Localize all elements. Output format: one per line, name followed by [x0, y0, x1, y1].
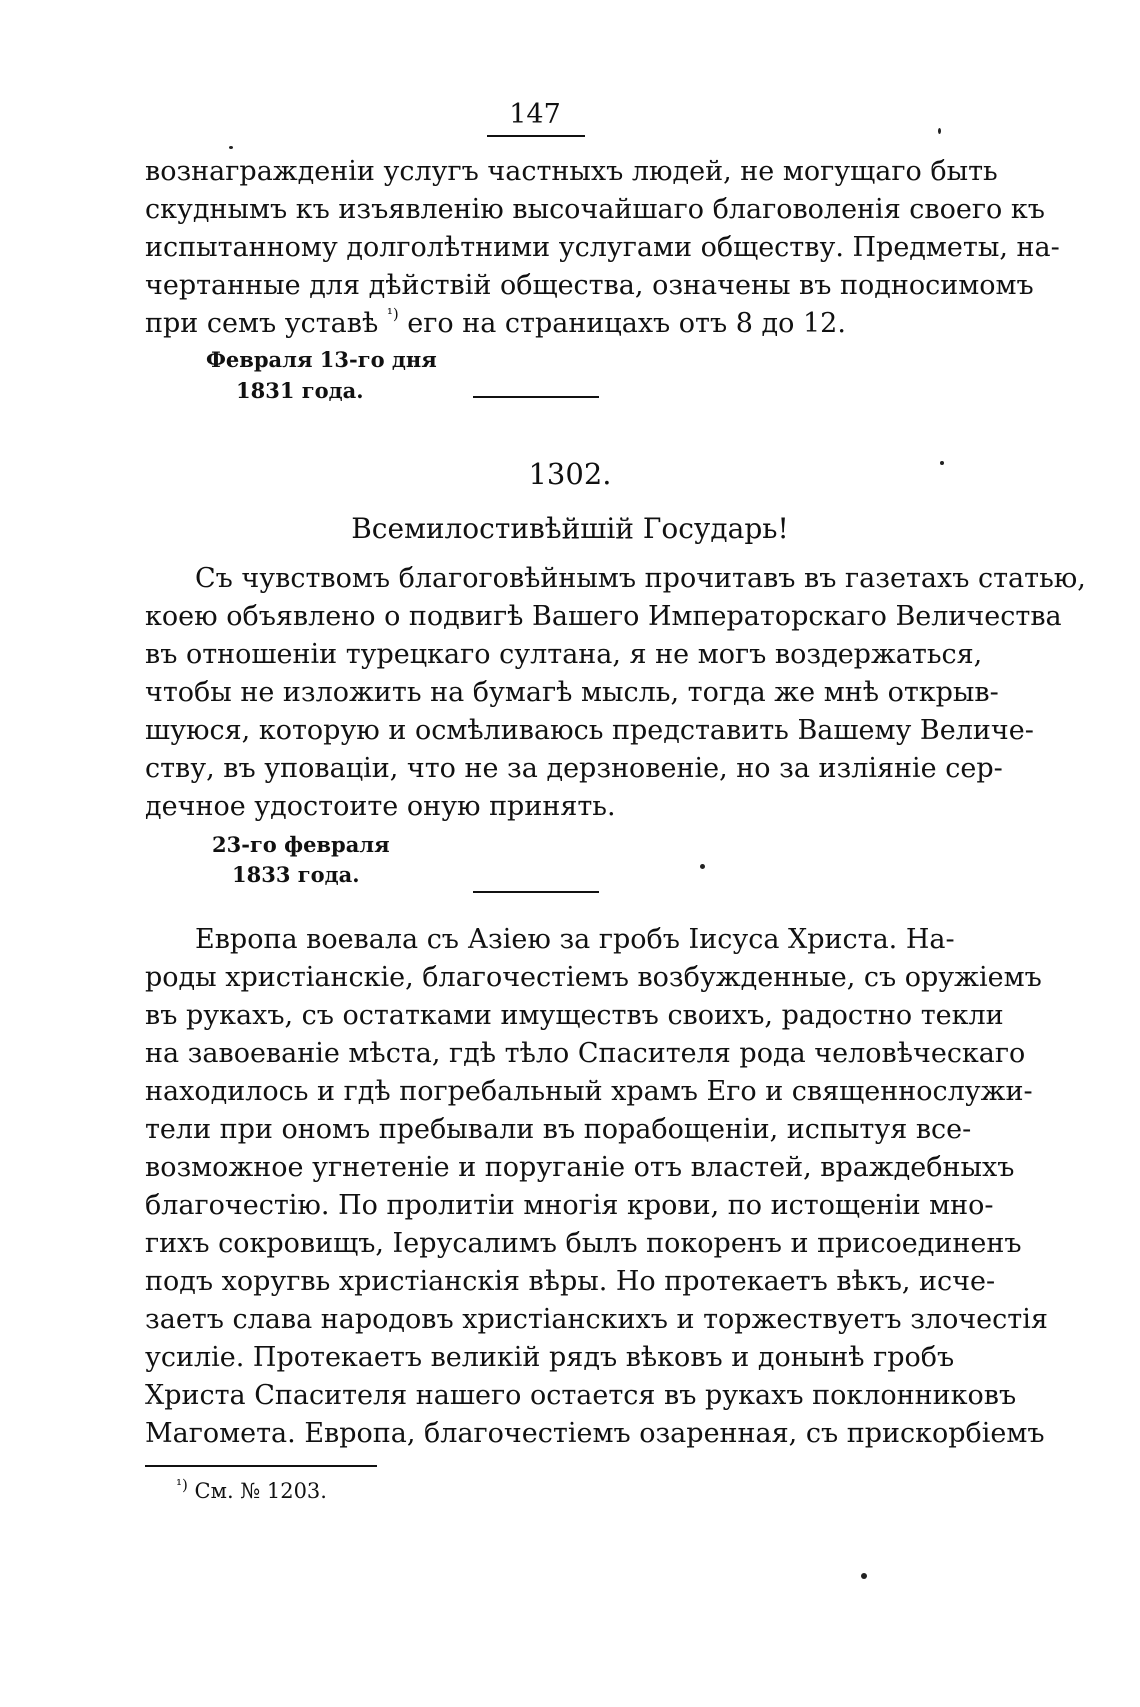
paragraph3-line: Европа воевала съ Азіею за гробъ Іисуса Христа. На- — [195, 924, 955, 955]
paragraph3-line: благочестію. По пролитіи многія крови, по истощеніи мно- — [145, 1190, 994, 1221]
paragraph1-line: скуднымъ къ изъявленію высочайшаго благоволенія своего къ — [145, 194, 1045, 225]
paragraph2-line: чтобы не изложить на бумагѣ мысль, тогда же мнѣ открыв- — [145, 677, 999, 708]
paragraph3-line: Магомета. Европа, благочестіемъ озаренная, съ прискорбіемъ — [145, 1418, 1045, 1449]
footnote — [176, 1476, 327, 1506]
paragraph2-line: въ отношеніи турецкаго султана, я не могъ воздержаться, — [145, 639, 983, 670]
date1-line2: 1831 года. — [236, 378, 364, 403]
paragraph2-line: ству, въ уповаціи, что не за дерзновеніе, но за изліяніе сер- — [145, 753, 1003, 784]
paragraph2-line: шуюся, которую и осмѣливаюсь представить Вашему Величе- — [145, 715, 1034, 746]
paragraph3-line: возможное угнетеніе и поруганіе отъ властей, враждебныхъ — [145, 1152, 1015, 1183]
paragraph3-line: тели при ономъ пребывали въ порабощеніи, испытуя все- — [145, 1114, 972, 1145]
footnote-rule — [145, 1465, 377, 1467]
date2-line2: 1833 года. — [232, 862, 360, 887]
text-span: при семъ уставѣ — [145, 308, 387, 339]
paragraph1-line: испытанному долголѣтними услугами обществу. Предметы, на- — [145, 232, 1060, 263]
paragraph1-line: чертанные для дѣйствій общества, означены въ подносимомъ — [145, 270, 1034, 301]
footnote-text: См. № 1203. — [187, 1479, 327, 1503]
paragraph1-last-line — [145, 305, 846, 343]
section-divider — [473, 396, 599, 398]
scan-speck — [938, 128, 941, 134]
scan-speck — [229, 146, 233, 149]
paragraph3-line: гихъ сокровищъ, Іерусалимъ былъ покоренъ и присоединенъ — [145, 1228, 1022, 1259]
footnote-marker: ¹) — [386, 305, 399, 323]
paragraph3-line: роды христіанскіе, благочестіемъ возбужденные, съ оружіемъ — [145, 962, 1042, 993]
paragraph2-last-line: дечное удостоите оную принять. — [145, 791, 616, 822]
paragraph2-line: коею объявлено о подвигѣ Вашего Императорскаго Величества — [145, 601, 1062, 632]
scan-speck — [861, 1573, 867, 1579]
footnote-mark: ¹) — [176, 1476, 188, 1494]
paragraph3-line: усиліе. Протекаетъ великій рядъ вѣковъ и донынѣ гробъ — [145, 1342, 955, 1373]
page-number: 147 — [509, 99, 561, 130]
section-divider — [473, 891, 599, 893]
paragraph2-line: Съ чувствомъ благоговѣйнымъ прочитавъ въ газетахъ статью, — [195, 563, 1086, 594]
paragraph3-line: Христа Спасителя нашего остается въ рукахъ поклонниковъ — [145, 1380, 1017, 1411]
date1-line1: Февраля 13-го дня — [206, 347, 437, 372]
paragraph3-line: на завоеваніе мѣста, гдѣ тѣло Спасителя рода человѣческаго — [145, 1038, 1026, 1069]
text-span: его на страницахъ отъ 8 до 12. — [398, 308, 846, 339]
paragraph3-line: въ рукахъ, съ остатками имуществъ своихъ, радостно текли — [145, 1000, 1004, 1031]
scan-speck — [940, 461, 944, 465]
paragraph3-line: подъ хоругвь христіанскія вѣры. Но протекаетъ вѣкъ, исче- — [145, 1266, 996, 1297]
paragraph1-line: вознагражденіи услугъ частныхъ людей, не могущаго быть — [145, 156, 998, 187]
document-number: 1302. — [528, 457, 612, 491]
paragraph3-line: заетъ слава народовъ христіанскихъ и торжествуетъ злочестія — [145, 1304, 1048, 1335]
scan-speck — [700, 864, 705, 869]
date2-line1: 23-го февраля — [212, 832, 390, 857]
salutation: Всемилостивѣйшій Государь! — [351, 512, 789, 545]
paragraph3-line: находилось и гдѣ погребальный храмъ Его и священнослужи- — [145, 1076, 1033, 1107]
page-number-underline — [487, 135, 585, 137]
